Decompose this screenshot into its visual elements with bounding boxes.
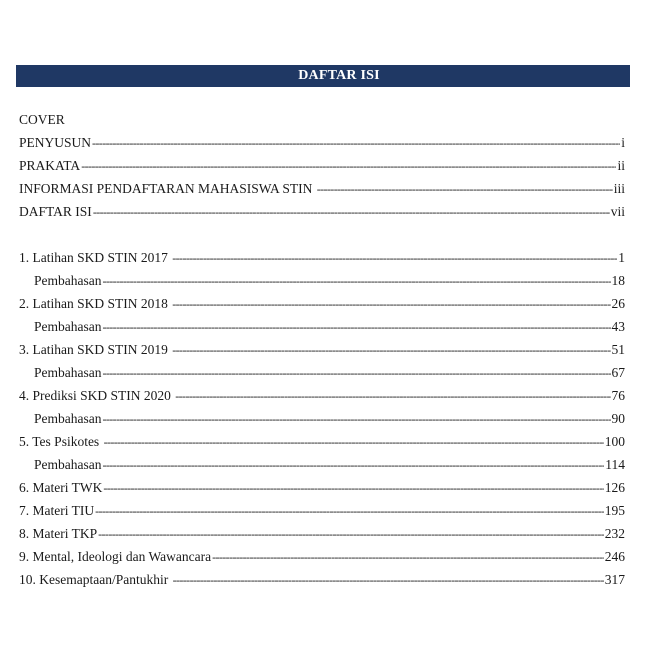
toc-entry-page: 90 — [611, 411, 625, 426]
toc-leader — [172, 295, 610, 313]
toc-leader — [92, 134, 620, 152]
toc-entry-label: Pembahasan — [34, 365, 102, 380]
toc-leader — [317, 180, 613, 198]
toc-entry-page: ii — [617, 158, 625, 173]
toc-entry-penyusun[interactable] — [19, 134, 625, 152]
toc-entry-prakata[interactable] — [19, 157, 625, 175]
toc-entry-label: 5. Tes Psikotes — [19, 434, 103, 449]
toc-entry-chapter-3[interactable] — [19, 341, 625, 359]
toc-leader — [103, 479, 603, 497]
toc-leader — [175, 387, 610, 405]
toc-entry-label: Pembahasan — [34, 457, 102, 472]
toc-leader — [212, 548, 604, 566]
toc-entry-page: 195 — [604, 503, 625, 518]
toc-title: DAFTAR ISI — [298, 68, 380, 83]
toc-entry-page: 67 — [611, 365, 625, 380]
toc-leader — [104, 433, 604, 451]
toc-entry-page: 232 — [604, 526, 625, 541]
toc-entry-label: 3. Latihan SKD STIN 2019 — [19, 342, 172, 357]
toc-entry-label: Pembahasan — [34, 319, 102, 334]
toc-entry-label: PRAKATA — [19, 158, 81, 173]
toc-entry-chapter-4[interactable] — [19, 387, 625, 405]
toc-entry-page: 100 — [604, 434, 625, 449]
toc-entry-label: COVER — [19, 112, 65, 127]
toc-leader — [172, 341, 610, 359]
toc-entry-label: Pembahasan — [34, 273, 102, 288]
toc-entry-cover[interactable] — [19, 111, 625, 129]
toc-entry-chapter-2[interactable] — [19, 295, 625, 313]
toc-leader — [102, 410, 610, 428]
toc-leader — [173, 571, 604, 589]
toc-leader — [172, 249, 617, 267]
toc-entry-chapter-1[interactable] — [19, 249, 625, 267]
toc-entry-label: Pembahasan — [34, 411, 102, 426]
toc-entry-daftar-isi[interactable] — [19, 203, 625, 221]
toc-entry-page: vii — [610, 204, 625, 219]
toc-leader — [81, 157, 616, 175]
toc-header-bar — [16, 65, 630, 87]
toc-entry-label: 4. Prediksi SKD STIN 2020 — [19, 388, 175, 403]
toc-leader — [102, 456, 604, 474]
toc-entry-page: 18 — [611, 273, 625, 288]
toc-leader — [93, 203, 610, 221]
toc-entry-chapter-1-pembahasan[interactable] — [19, 272, 625, 290]
toc-entry-chapter-6[interactable] — [19, 479, 625, 497]
toc-entry-chapter-3-pembahasan[interactable] — [19, 364, 625, 382]
toc-entry-chapter-5-pembahasan[interactable] — [19, 456, 625, 474]
toc-entry-chapter-5[interactable] — [19, 433, 625, 451]
toc-entry-page: 76 — [611, 388, 625, 403]
toc-entry-page: 317 — [604, 572, 625, 587]
toc-entry-chapter-9[interactable] — [19, 548, 625, 566]
toc-entry-informasi-pendaftaran[interactable] — [19, 180, 625, 198]
toc-entry-page: 51 — [611, 342, 625, 357]
toc-entry-page: i — [621, 135, 625, 150]
toc-leader — [102, 272, 610, 290]
toc-leader — [102, 318, 610, 336]
toc-entry-label: 9. Mental, Ideologi dan Wawancara — [19, 549, 212, 564]
toc-entry-page: iii — [613, 181, 625, 196]
toc-entry-chapter-7[interactable] — [19, 502, 625, 520]
toc-entry-label: 7. Materi TIU — [19, 503, 95, 518]
toc-entry-label: 10. Kesemaptaan/Pantukhir — [19, 572, 172, 587]
toc-entry-label: PENYUSUN — [19, 135, 92, 150]
toc-entry-chapter-10[interactable] — [19, 571, 625, 589]
toc-leader — [95, 502, 604, 520]
toc-entry-label: 2. Latihan SKD STIN 2018 — [19, 296, 172, 311]
toc-entry-chapter-8[interactable] — [19, 525, 625, 543]
toc-entry-page: 43 — [611, 319, 625, 334]
toc-entry-label: 6. Materi TWK — [19, 480, 103, 495]
toc-entry-chapter-4-pembahasan[interactable] — [19, 410, 625, 428]
toc-leader — [98, 525, 604, 543]
toc-entry-page: 246 — [604, 549, 625, 564]
toc-entry-label: 8. Materi TKP — [19, 526, 98, 541]
toc-entry-label: DAFTAR ISI — [19, 204, 92, 219]
toc-entry-page: 1 — [618, 250, 625, 265]
toc-entry-page: 114 — [605, 457, 625, 472]
toc-entry-chapter-2-pembahasan[interactable] — [19, 318, 625, 336]
toc-entry-label: 1. Latihan SKD STIN 2017 — [19, 250, 172, 265]
toc-entry-page: 126 — [604, 480, 625, 495]
toc-leader — [102, 364, 610, 382]
toc-entry-page: 26 — [611, 296, 625, 311]
toc-entry-label: INFORMASI PENDAFTARAN MAHASISWA STIN — [19, 181, 316, 196]
